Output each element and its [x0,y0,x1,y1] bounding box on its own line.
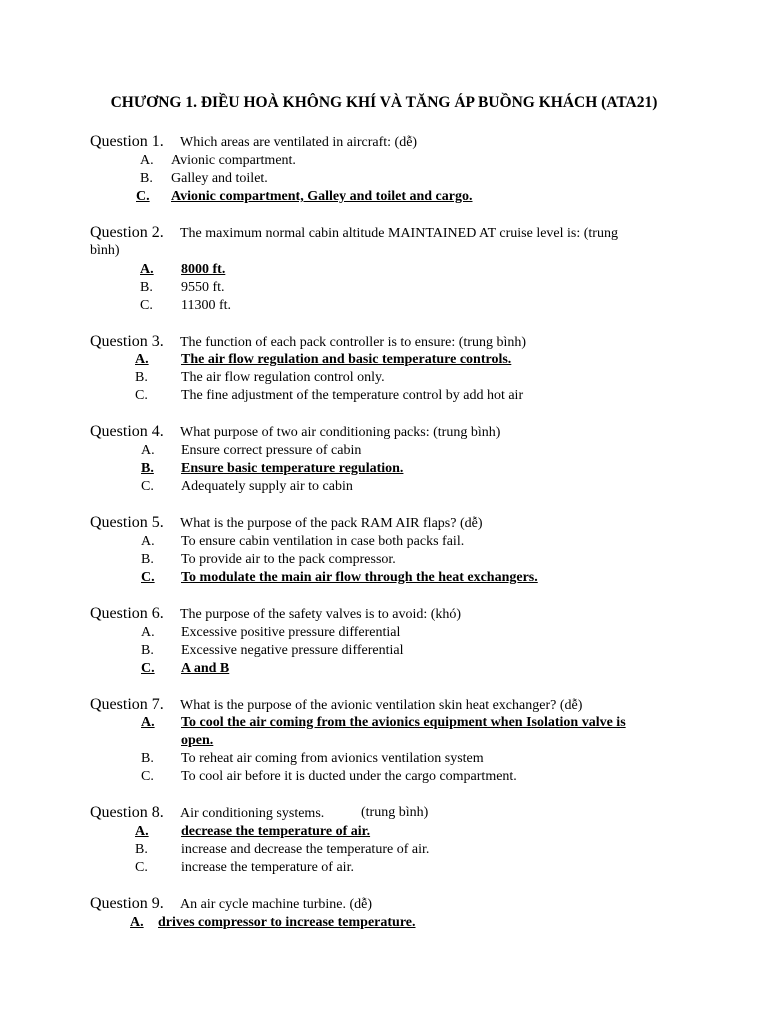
question-2-text-cont: bình) [90,243,120,258]
q3-option-c-text: The fine adjustment of the temperature control by add hot air [181,388,524,403]
q2-option-a-text: 8000 ft. [181,262,226,277]
question-8-header [90,804,324,823]
q2-option-b-letter: B. [140,280,153,295]
q5-option-a-letter: A. [141,534,155,549]
q2-option-b-text: 9550 ft. [181,280,225,295]
question-9-label: Question 9. [90,895,164,912]
q1-option-a-letter: A. [140,153,154,168]
q4-option-a-letter: A. [141,443,155,458]
q3-option-a-text: The air flow regulation and basic temperature controls. [181,352,512,367]
q8-option-b-letter: B. [135,842,148,857]
question-5-text: What is the purpose of the pack RAM AIR flaps? (dễ) [180,516,483,531]
q5-option-a-text: To ensure cabin ventilation in case both packs fail. [181,534,465,549]
question-9-header [90,895,372,914]
question-2-label: Question 2. [90,224,164,241]
q6-option-a-text: Excessive positive pressure differential [181,625,401,640]
q5-option-b-text: To provide air to the pack compressor. [181,552,396,567]
q1-option-c-letter: C. [136,189,150,204]
q1-option-c-text: Avionic compartment, Galley and toilet and cargo. [171,189,473,204]
q7-option-a-text: To cool the air coming from the avionics equipment when Isolation valve is [181,715,626,730]
q1-option-b-text: Galley and toilet. [171,171,268,186]
question-5-label: Question 5. [90,514,164,531]
q6-option-b-letter: B. [141,643,154,658]
q5-option-c-text: To modulate the main air flow through the heat exchangers. [181,570,538,585]
chapter-title: CHƯƠNG 1. ĐIỀU HOÀ KHÔNG KHÍ VÀ TĂNG ÁP BUỒNG KHÁCH (ATA21) [110,94,658,111]
question-9-text: An air cycle machine turbine. (dễ) [180,897,373,912]
question-3-header [90,333,526,352]
q4-option-c-letter: C. [141,479,154,494]
question-7-label: Question 7. [90,696,164,713]
question-4-text: What purpose of two air conditioning packs: (trung bình) [180,425,501,440]
question-6-text: The purpose of the safety valves is to avoid: (khó) [180,607,462,622]
question-6-header [90,605,461,624]
question-5-header [90,514,482,533]
q4-option-a-text: Ensure correct pressure of cabin [181,443,362,458]
question-7-text: What is the purpose of the avionic ventilation skin heat exchanger? (dễ) [180,698,583,713]
question-8-difficulty: (trung bình) [361,805,429,820]
q6-option-b-text: Excessive negative pressure differential [181,643,404,658]
q5-option-c-letter: C. [141,570,155,585]
q6-option-c-text: A and B [181,661,230,676]
q2-option-c-text: 11300 ft. [181,298,232,313]
question-8-label: Question 8. [90,804,164,821]
q2-option-c-letter: C. [140,298,153,313]
q9-option-a-letter: A. [130,915,144,930]
q1-option-a-text: Avionic compartment. [171,153,296,168]
q3-option-a-letter: A. [135,352,149,367]
question-4-label: Question 4. [90,423,164,440]
q8-option-b-text: increase and decrease the temperature of air. [181,842,430,857]
question-7-header [90,696,582,715]
q4-option-c-text: Adequately supply air to cabin [181,479,353,494]
question-2-text: The maximum normal cabin altitude MAINTAINED AT cruise level is: (trung [180,226,618,241]
q4-option-b-text: Ensure basic temperature regulation. [181,461,404,476]
q7-option-a-text-cont: open. [181,733,214,748]
q3-option-b-letter: B. [135,370,148,385]
q9-option-a-text: drives compressor to increase temperature. [158,915,416,930]
question-6-label: Question 6. [90,605,164,622]
q7-option-b-letter: B. [141,751,154,766]
question-8-text: Air conditioning systems. [180,806,325,821]
question-1-text: Which areas are ventilated in aircraft: (dễ) [180,135,418,150]
question-1-header [90,133,417,152]
q3-option-b-text: The air flow regulation control only. [181,370,385,385]
question-1-label: Question 1. [90,133,164,150]
q2-option-a-letter: A. [140,262,154,277]
q8-option-c-text: increase the temperature of air. [181,860,354,875]
q7-option-a-letter: A. [141,715,155,730]
q7-option-c-letter: C. [141,769,154,784]
question-4-header [90,423,500,442]
question-2-header [90,224,618,243]
q8-option-a-text: decrease the temperature of air. [181,824,371,839]
q5-option-b-letter: B. [141,552,154,567]
q1-option-b-letter: B. [140,171,153,186]
question-3-label: Question 3. [90,333,164,350]
q8-option-c-letter: C. [135,860,148,875]
question-3-text: The function of each pack controller is to ensure: (trung bình) [180,335,526,350]
q6-option-a-letter: A. [141,625,155,640]
q8-option-a-letter: A. [135,824,149,839]
q3-option-c-letter: C. [135,388,148,403]
q7-option-c-text: To cool air before it is ducted under the cargo compartment. [181,769,517,784]
q7-option-b-text: To reheat air coming from avionics ventilation system [181,751,484,766]
q4-option-b-letter: B. [141,461,154,476]
q6-option-c-letter: C. [141,661,155,676]
